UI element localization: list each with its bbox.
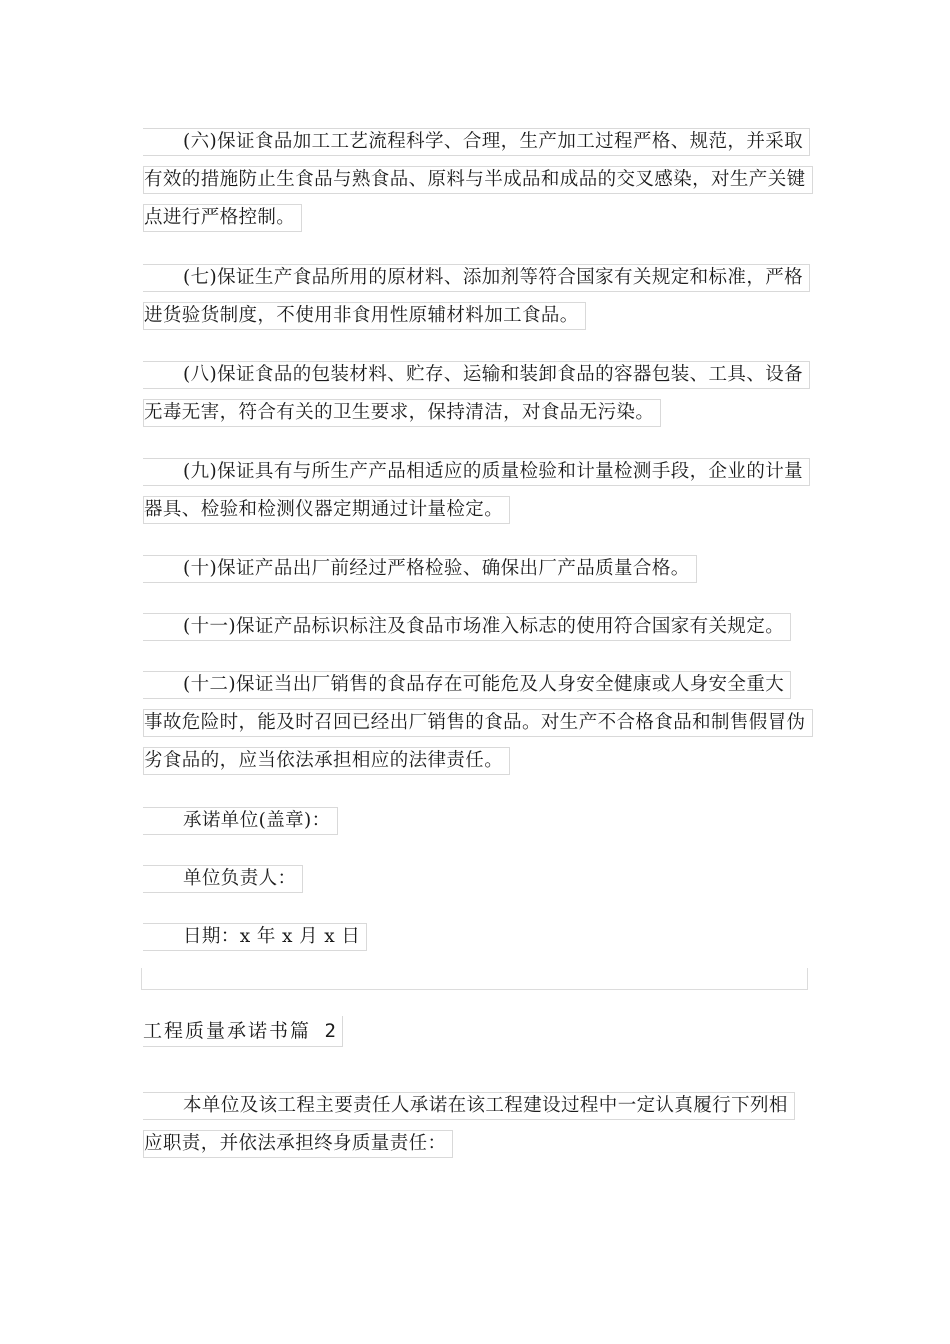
paragraph-8 (143, 357, 809, 433)
paragraph-line: (十二)保证当出厂销售的食品存在可能危及人身安全健康或人身安全重大 (183, 674, 785, 695)
empty-frame (141, 968, 808, 990)
section-heading (143, 1016, 343, 1047)
paragraph-line: 器具、检验和检测仪器定期通过计量检定。 (144, 499, 504, 520)
paragraph-line: 无毒无害，符合有关的卫生要求，保持清洁，对食品无污染。 (144, 402, 655, 423)
signature-unit (143, 803, 809, 841)
intro-paragraph (143, 1088, 809, 1164)
paragraph-line: 应职责，并依法承担终身质量责任： (144, 1133, 447, 1154)
paragraph-line: (十)保证产品出厂前经过严格检验、确保出厂产品质量合格。 (183, 558, 690, 579)
section-heading-text: 工程质量承诺书篇 2 (143, 1016, 343, 1047)
paragraph-9 (143, 454, 809, 530)
signature-unit-label: 承诺单位(盖章)： (183, 810, 331, 831)
paragraph-line: 劣食品的，应当依法承担相应的法律责任。 (144, 750, 504, 771)
paragraph-line: (九)保证具有与所生产产品相适应的质量检验和计量检测手段，企业的计量 (183, 461, 804, 482)
paragraph-11 (143, 609, 809, 647)
paragraph-6 (143, 124, 809, 238)
paragraph-line: (八)保证食品的包装材料、贮存、运输和装卸食品的容器包装、工具、设备 (183, 364, 804, 385)
paragraph-line: 有效的措施防止生食品与熟食品、原料与半成品和成品的交叉感染，对生产关键 (144, 169, 806, 190)
paragraph-line: 本单位及该工程主要责任人承诺在该工程建设过程中一定认真履行下列相 (183, 1095, 788, 1116)
signature-responsible (143, 861, 809, 899)
signature-date-label: 日期：x 年 x 月 x 日 (183, 926, 361, 947)
signature-date (143, 919, 809, 957)
paragraph-line: 进货验货制度，不使用非食用性原辅材料加工食品。 (144, 305, 579, 326)
paragraph-12 (143, 667, 809, 781)
paragraph-line: 点进行严格控制。 (144, 207, 296, 228)
paragraph-line: 事故危险时，能及时召回已经出厂销售的食品。对生产不合格食品和制售假冒伪 (144, 712, 806, 733)
signature-responsible-label: 单位负责人： (183, 868, 297, 889)
paragraph-line: (六)保证食品加工工艺流程科学、合理，生产加工过程严格、规范，并采取 (183, 131, 804, 152)
paragraph-line: (七)保证生产食品所用的原材料、添加剂等符合国家有关规定和标准，严格 (183, 267, 804, 288)
paragraph-line: (十一)保证产品标识标注及食品市场准入标志的使用符合国家有关规定。 (183, 616, 785, 637)
paragraph-7 (143, 260, 809, 336)
paragraph-10 (143, 551, 809, 589)
